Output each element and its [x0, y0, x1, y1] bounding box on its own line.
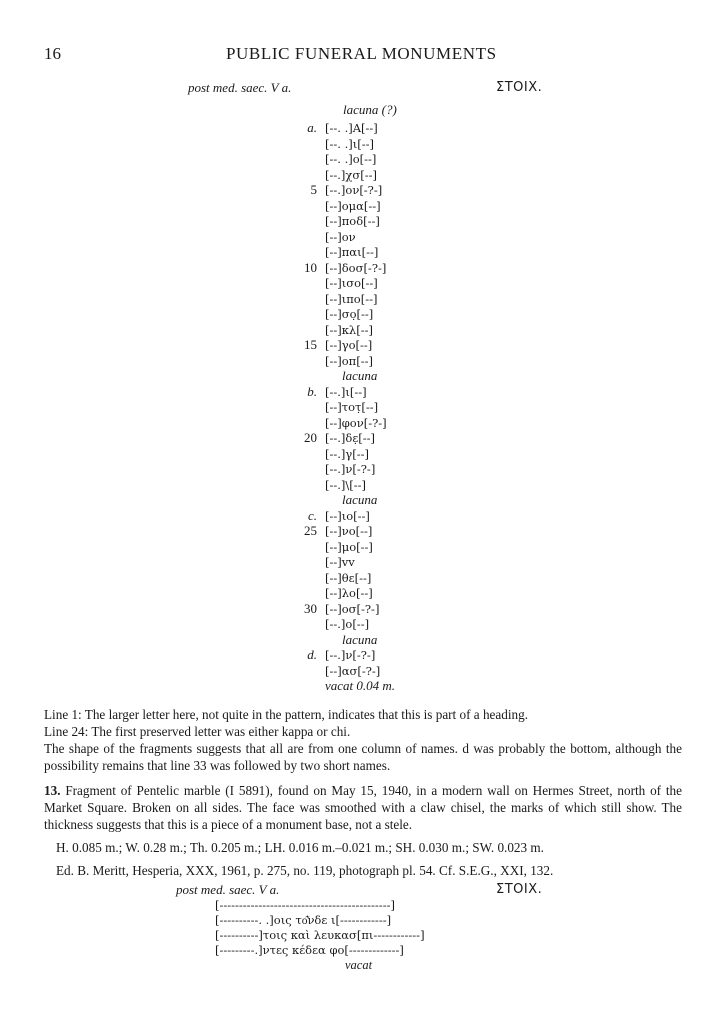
inscription1-line	[307, 120, 378, 136]
inscription1-line	[304, 600, 380, 617]
line-number: a.	[307, 120, 317, 135]
inscription1-line	[325, 539, 373, 555]
line-text: [--.]δε̣[--]	[325, 431, 376, 445]
inscription1-line	[325, 446, 369, 462]
line-text: [--]θε[--]	[325, 570, 372, 585]
inscription1-line	[304, 430, 376, 446]
inscription1-line	[325, 570, 371, 586]
inscription1-line	[325, 554, 355, 570]
lacuna-label: lacuna	[342, 492, 378, 507]
inscription1-line	[325, 244, 378, 260]
line-text: [--]vv	[325, 555, 355, 569]
inscription1-line	[325, 291, 377, 307]
inscription1-line	[307, 507, 370, 524]
note-line24: Line 24: The first preserved letter was either kappa or chi.	[44, 724, 351, 739]
inscription1-line	[325, 415, 387, 431]
inscription1-lacuna-top: lacuna (?)	[343, 102, 397, 117]
inscription1-line	[325, 151, 376, 167]
inscription1-line	[325, 353, 373, 369]
line-number: 10	[304, 259, 317, 275]
commentary	[44, 706, 682, 879]
line-text: [--.]ον[-?-]	[325, 183, 383, 197]
line-text: [--]οπ[--]	[325, 353, 373, 368]
entry13-description: 13. Fragment of Pentelic marble (I 5891), found on May 15, 1940, in a modern wall on Hermes Street, north of the Market Square. Broken on all sides. The face was smoothed with a claw chisel, the marks of which still show. The thickness suggests that this is a piece of a monument base, not a stele.	[44, 783, 683, 832]
inscription1-line	[325, 678, 395, 694]
inscription2-line: [----------. .]οις τo̓͂νδε ι[------------]	[215, 913, 392, 927]
inscription2-line: [---------.]ντες κέδεα φο[-------------]	[215, 943, 404, 957]
line-text: [--.]\[--]	[325, 477, 367, 492]
line-text: [--]παι[--]	[325, 245, 379, 259]
entry13-dimensions: H. 0.085 m.; W. 0.28 m.; Th. 0.205 m.; LH. 0.016 m.–0.021 m.; SH. 0.030 m.; SW. 0.023 m.	[56, 840, 544, 855]
line-text: [--]νο[--]	[325, 524, 373, 538]
line-text: [--]σο̣[--]	[325, 307, 374, 321]
line-number: b.	[307, 383, 317, 399]
inscription1-line	[325, 275, 378, 291]
line-text: [--. .]Α[--]	[325, 121, 378, 135]
inscription1-line	[325, 322, 373, 338]
inscription1-line	[325, 229, 356, 245]
lacuna-label: lacuna	[342, 368, 378, 383]
inscription2-date: post med. saec. V a.	[176, 882, 280, 897]
note-line1: Line 1: The larger letter here, not quite in the pattern, indicates that this is part of a heading.	[44, 707, 528, 722]
line-text: [--]οσ[-?-]	[325, 601, 380, 616]
inscription1-line	[325, 461, 375, 477]
line-text: [--]κλ[--]	[325, 322, 373, 337]
inscription1-line	[325, 399, 378, 415]
line-text: [--]μο[--]	[325, 539, 373, 554]
line-text: [--.]γ[--]	[325, 446, 370, 461]
line-text: [--. .]ι[--]	[325, 136, 374, 151]
inscription2-text	[215, 898, 425, 973]
line-text: [--]φον[-?-]	[325, 415, 387, 430]
line-text: [--]ιπο[--]	[325, 291, 378, 306]
inscription1-line	[304, 523, 373, 539]
note-fragments: The shape of the fragments suggests that all are from one column of names. d was probably the bottom, although the possibility remains that line 33 was followed by two short names.	[44, 741, 682, 773]
line-text: [--.]ο[--]	[325, 617, 370, 631]
entry-number: 13.	[44, 783, 61, 798]
inscription1-line	[307, 383, 367, 400]
line-number: 30	[304, 600, 317, 616]
lacuna-label: lacuna	[342, 631, 378, 647]
line-number: 15	[304, 337, 317, 352]
line-number: d.	[307, 647, 317, 662]
line-text: [--]ον	[325, 229, 356, 244]
inscription1-line	[325, 663, 380, 679]
line-text: [--.]ι[--]	[325, 384, 367, 399]
inscription1-line	[325, 167, 377, 183]
inscription2-line: [----------]τοις καὶ λευκασ[πι------------]	[215, 928, 425, 942]
line-text: [--.]ν[-?-]	[325, 648, 376, 662]
line-text: [--]τοτ̣[--]	[325, 400, 379, 414]
line-text: [--]γο[--]	[325, 338, 373, 352]
line-text: [--]ομα[--]	[325, 198, 381, 213]
line-text: [--]ασ[-?-]	[325, 663, 381, 678]
entry13-edition: Ed. B. Meritt, Hesperia, XXX, 1961, p. 275, no. 119, photograph pl. 54. Cf. S.E.G., XXI, 132.	[56, 863, 554, 878]
line-text: [--.]χσ[--]	[325, 167, 377, 182]
line-number: 5	[310, 182, 317, 197]
line-text: [--]ποδ[--]	[325, 214, 380, 228]
inscription1-line	[310, 182, 383, 198]
line-text: vacat 0.04 m.	[325, 678, 396, 693]
inscription2-stoich: ΣΤΟΙΧ.	[496, 882, 543, 897]
inscription1-line	[325, 136, 374, 152]
inscription1-line	[325, 616, 369, 632]
inscription2-vacat: vacat	[345, 958, 373, 972]
inscription2-line: [--------------------------------------------]	[215, 898, 395, 912]
line-text: [--]λο[--]	[325, 586, 373, 600]
line-text: [--]δοσ[-?-]	[325, 260, 387, 275]
inscription1-line	[304, 259, 387, 276]
line-number: 25	[304, 523, 317, 538]
line-number: c.	[307, 507, 317, 523]
inscription1-line	[325, 213, 380, 229]
page-number: 16	[44, 44, 61, 63]
line-text: [--]ιο[--]	[325, 508, 370, 523]
inscription1-line	[304, 337, 373, 353]
inscription1-line	[307, 647, 376, 663]
line-text: [--.]ν[-?-]	[325, 462, 376, 476]
inscription1-stoich: ΣΤΟΙΧ.	[496, 80, 543, 95]
running-head: PUBLIC FUNERAL MONUMENTS	[226, 44, 497, 63]
line-text: [--. .]ο[--]	[325, 152, 377, 166]
inscription1-date: post med. saec. V a.	[188, 80, 292, 95]
line-number: 20	[304, 430, 317, 445]
inscription1-line	[325, 585, 373, 601]
inscription1-line	[325, 306, 373, 322]
line-text: [--]ισο[--]	[325, 276, 378, 290]
inscription1-line	[325, 477, 366, 493]
inscription1-line	[325, 198, 381, 214]
